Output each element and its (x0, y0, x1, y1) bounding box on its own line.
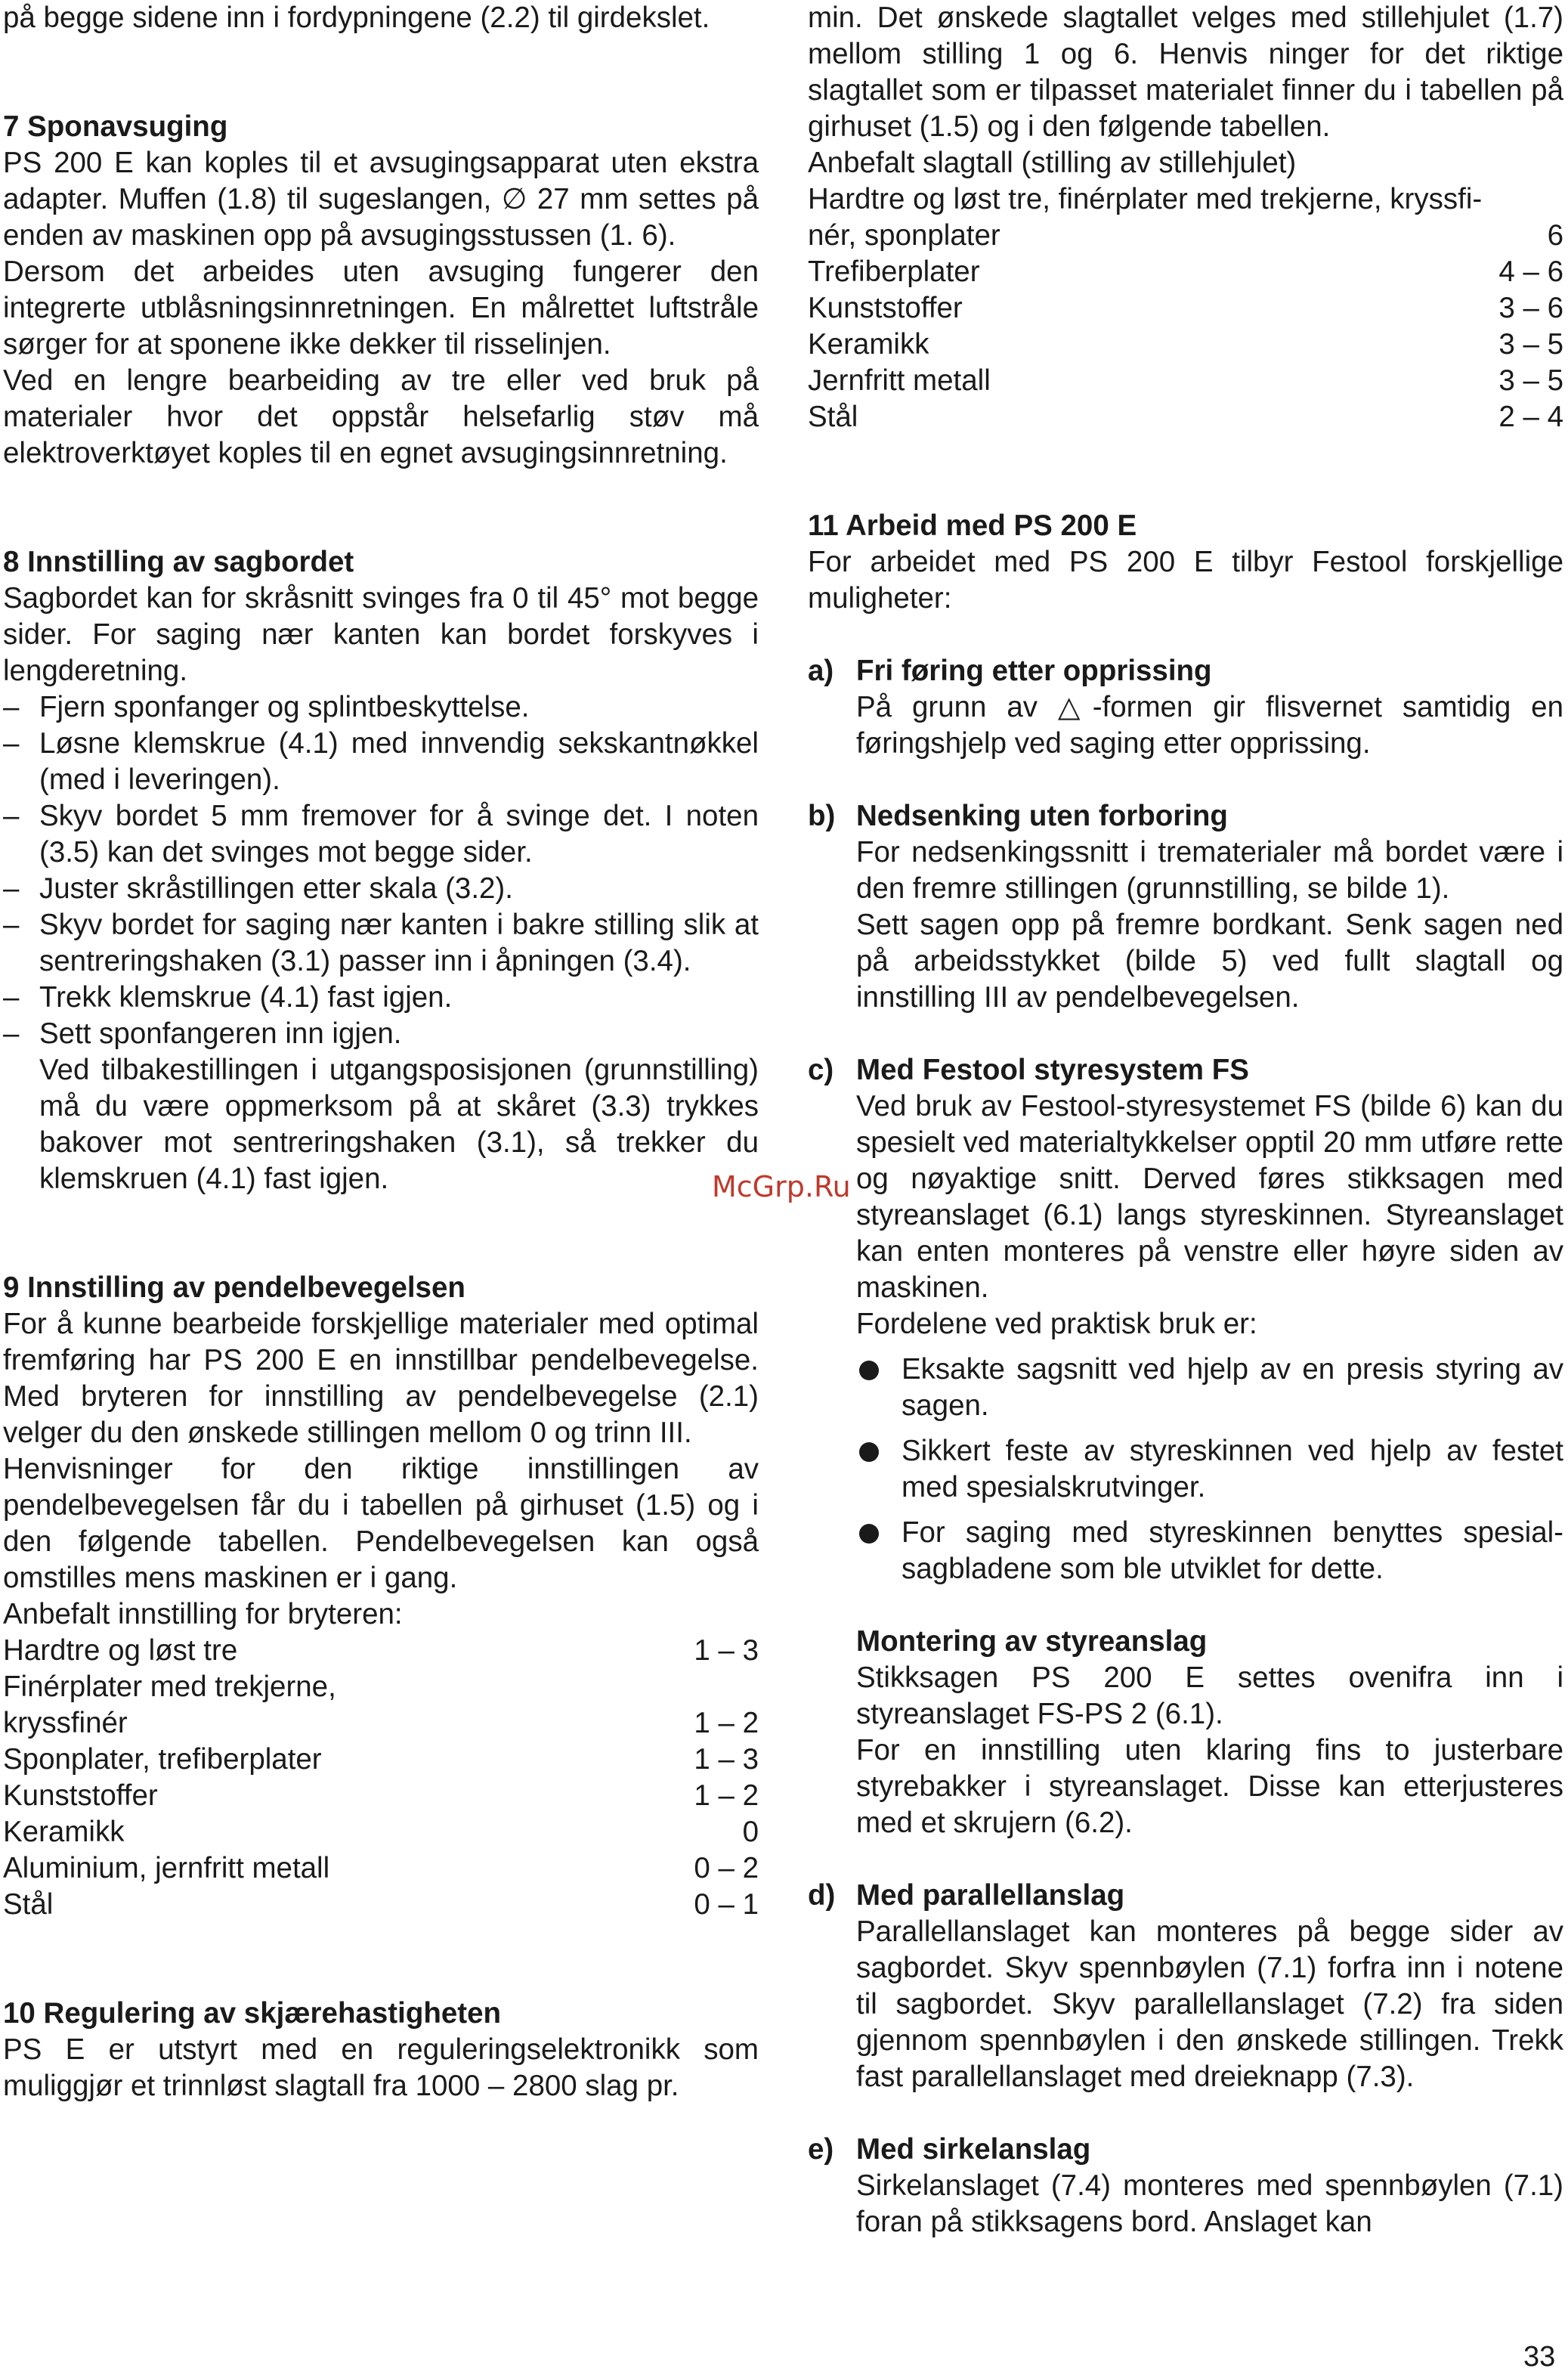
subsection-title: Med sirkelanslag (856, 2133, 1091, 2166)
subsection-title: Nedsenking uten forboring (856, 800, 1228, 832)
paragraph: For å kunne bearbeide forskjellige materialer med optimal fremføring har PS 200 E en innstillbar pendelbevegelse. Med bryteren for innstilling av pendelbevegelse (2.1) velger du den ønskede stillingen mellom 0 og trinn III. (3, 1308, 759, 1449)
section-title: 7 Sponavsuging (3, 110, 228, 143)
right-column (808, 0, 1563, 2240)
paragraph: Ved en lengre bearbeiding av tre eller ved bruk på materialer hvor det oppstår helsefarlig støv må elektroverktøyet koples til en egnet avsugingsinnretning. (3, 364, 759, 469)
table-row: Hardtre og løst tre 1 – 3 (3, 1634, 759, 1667)
subsection-b: b) Nedsenking uten forboring For nedsenkingssnitt i trematerialer må bordet være i den fremre stillingen (grunnstilling, se bilde 1). Sett sagen opp på fremre bordkant. Senk sagen ned på arbeidsstykket (bilde 5) ved fullt slagtall og innstilling III av pendelbevegelsen. (808, 798, 1563, 1016)
paragraph: PS E er utstyrt med en reguleringselektronikk som muliggjør et trinnløst slagtall fra 1000 – 2800 slag pr. (3, 2033, 759, 2102)
subsection-title: Med Festool styresystem FS (856, 1054, 1249, 1086)
paragraph: Sett sagen opp på fremre bordkant. Senk sagen ned på arbeidsstykket (bilde 5) ved fullt slagtall og innstilling III av pendelbevegelsen. (856, 909, 1563, 1014)
paragraph: Ved bruk av Festool-styresystemet FS (bilde 6) kan du spesielt ved materialtykkelser opptil 20 mm utføre rette og nøyaktige snitt. Derved føres stikksagen med styreanslaget (6.1) langs styreskinnen. Styreanslaget kan enten monteres på venstre eller høyre siden av maskinen. (856, 1090, 1563, 1304)
subsection-title: Med parallellanslag (856, 1879, 1125, 1912)
list-item: – Løsne klemskrue (4.1) med innvendig sekskantnøkkel (med i leveringen). (3, 727, 759, 796)
table-caption: Anbefalt slagtall (stilling av stillehjulet) (808, 147, 1297, 179)
list-item: – Skyv bordet 5 mm fremover for å svinge det. I noten (3.5) kan det svinges mot begge sider. (3, 800, 759, 869)
paragraph: Sirkelanslaget (7.4) monteres med spennbøylen (7.1) foran på stikksagens bord. Anslaget kan (856, 2169, 1563, 2238)
table-row: Keramikk 3 – 5 (808, 328, 1563, 361)
table-row: kryssfinér 1 – 2 (3, 1707, 759, 1739)
intro-paragraph: min. Det ønskede slagtallet velges med stillehjulet (1.7) mellom stilling 1 og 6. Henvis ninger for det riktige slagtallet som er tilpasset materialet finner du i tabellen på girhuset (1.5) og i den følgende tabellen. (808, 2, 1563, 143)
intro-paragraph: på begge sidene inn i fordypningene (2.2) til girdekslet. (3, 2, 710, 34)
paragraph: Parallellanslaget kan monteres på begge sider av sagbordet. Skyv spennbøylen (7.1) forfra inn i notene til sagbordet. Skyv parallellanslaget (7.2) fra siden gjennom spennbøylen i den ønskede stillingen. Trekk fast parallellanslaget med dreieknapp (7.3). (856, 1915, 1563, 2093)
section-11 (808, 508, 1563, 2240)
table-row: Kunststoffer 3 – 6 (808, 292, 1563, 324)
page-number: 33 (1523, 2341, 1556, 2373)
list-item: – Sett sponfangeren inn igjen. (3, 1017, 402, 1050)
subsection-title: Fri føring etter opprissing (856, 655, 1212, 687)
subsection-c: c) Med Festool styresystem FS Ved bruk av Festool-styresystemet FS (bilde 6) kan du spesielt ved materialtykkelser opptil 20 mm utføre rette og nøyaktige snitt. Derved føres stikksagen med styreanslaget (6.1) langs styreskinnen. Styreanslaget kan enten monteres på venstre eller høyre siden av maskinen. Fordelene ved praktisk bruk er: Eksakte sagsnitt ved hjelp av en presis styring av sagen. Sikkert feste av styreskinnen ved hjelp av festet med spesialskrutvinger. For saging med styreskinnen benyttes spesial-sagbladene som ble utviklet for dette. Montering av styreanslag Stikksagen PS 200 E settes ovenifra inn i styreanslaget FS-PS 2 (6.1). For en innstilling uten klaring fins to justerbare styrebakker i styreanslaget. Disse kan etterjusteres med et skrujern (6.2). (808, 1052, 1563, 1841)
bullet-icon (856, 1433, 902, 1506)
paragraph: PS 200 E kan koples til et avsugingsapparat uten ekstra adapter. Muffen (1.8) til sugeslangen, ∅ 27 mm settes på enden av maskinen opp på avsugingsstussen (1. 6). (3, 147, 759, 252)
bullet-icon (856, 1352, 902, 1424)
bullet-item: Eksakte sagsnitt ved hjelp av en presis styring av sagen. (856, 1352, 1563, 1424)
settings-table (3, 1633, 759, 1923)
paragraph: Sagbordet kan for skråsnitt svinges fra 0 til 45° mot begge sider. For saging nær kanten kan bordet forskyves i lengderetning. (3, 582, 759, 687)
subsection-d: d) Med parallellanslag Parallellanslaget kan monteres på begge sider av sagbordet. Skyv spennbøylen (7.1) forfra inn i notene til sagbordet. Skyv parallellanslaget (7.2) fra siden gjennom spennbøylen i den ønskede stillingen. Trekk fast parallellanslaget med dreieknapp (7.3). (808, 1878, 1563, 2095)
section-7 (3, 109, 759, 472)
paragraph: For arbeidet med PS 200 E tilbyr Festool forskjellige muligheter: (808, 546, 1563, 615)
table-row: Finérplater med trekjerne, (3, 1671, 336, 1703)
table-row: Jernfritt metall 3 – 5 (808, 364, 1563, 397)
section-title: 9 Innstilling av pendelbevegelsen (3, 1271, 465, 1304)
paragraph: På grunn av △-formen gir flisvernet samtidig en føringshjelp ved saging etter opprissing. (856, 691, 1563, 760)
section-title: 10 Regulering av skjærehastigheten (3, 1997, 502, 2030)
table-row: Trefiberplater 4 – 6 (808, 255, 1563, 288)
bullet-icon (856, 1515, 902, 1587)
bullet-item: For saging med styreskinnen benyttes spesial-sagbladene som ble utviklet for dette. (856, 1515, 1563, 1587)
table-row: Aluminium, jernfritt metall 0 – 2 (3, 1852, 759, 1884)
section-title: 11 Arbeid med PS 200 E (808, 509, 1137, 542)
section-8 (3, 544, 759, 1197)
table-row: Keramikk 0 (3, 1816, 759, 1848)
section-10 (3, 1996, 759, 2104)
subsection-title: Montering av styreanslag (856, 1625, 1208, 1658)
subsection-a: a) Fri føring etter opprissing På grunn av △-formen gir flisvernet samtidig en føringshjelp ved saging etter opprissing. (808, 653, 1563, 762)
list-item: – Fjern sponfanger og splintbeskyttelse. (3, 691, 530, 723)
paragraph: Fordelene ved praktisk bruk er: (856, 1308, 1257, 1340)
table-row: Hardtre og løst tre, finérplater med trekjerne, kryssfi- (808, 183, 1483, 215)
note-paragraph: Ved tilbakestillingen i utgangsposisjonen (grunnstilling) må du være oppmerksom på at skåret (3.3) trykkes bakover mot sentreringshaken (3.1), så trekker du klemskruen (4.1) fast igjen. (39, 1054, 759, 1195)
table-row: Sponplater, trefiberplater 1 – 3 (3, 1743, 759, 1776)
list-item: – Trekk klemskrue (4.1) fast igjen. (3, 981, 453, 1014)
paragraph: For en innstilling uten klaring fins to justerbare styrebakker i styreanslaget. Disse kan etterjusteres med et skrujern (6.2). (856, 1734, 1563, 1839)
paragraph: Henvisninger for den riktige innstillingen av pendelbevegelsen får du i tabellen på girhuset (1.5) og i den følgende tabellen. Pendelbevegelsen kan også omstilles mens maskinen er i gang. (3, 1453, 759, 1594)
table-row: Kunststoffer 1 – 2 (3, 1779, 759, 1812)
list-item: – Skyv bordet for saging nær kanten i bakre stilling slik at sentreringshaken (3.1) passer inn i åpningen (3.4). (3, 909, 759, 977)
subsection-e: e) Med sirkelanslag Sirkelanslaget (7.4) monteres med spennbøylen (7.1) foran på stikksagens bord. Anslaget kan (808, 2132, 1563, 2240)
table-caption: Anbefalt innstilling for bryteren: (3, 1598, 403, 1630)
section-title: 8 Innstilling av sagbordet (3, 546, 354, 578)
table-row: Stål 2 – 4 (808, 401, 1563, 433)
paragraph: Stikksagen PS 200 E settes ovenifra inn i styreanslaget FS-PS 2 (6.1). (856, 1661, 1563, 1730)
paragraph: For nedsenkingssnitt i trematerialer må bordet være i den fremre stillingen (grunnstilling, se bilde 1). (856, 836, 1563, 905)
watermark: McGrp.Ru (712, 1170, 851, 1203)
bullet-item: Sikkert feste av styreskinnen ved hjelp av festet med spesialskrutvinger. (856, 1433, 1563, 1506)
table-row: Stål 0 – 1 (3, 1888, 759, 1921)
list-item: – Juster skråstillingen etter skala (3.2). (3, 872, 513, 905)
left-column (3, 0, 759, 2104)
paragraph: Dersom det arbeides uten avsuging fungerer den integrerte utblåsningsinnretningen. En målrettet luftstråle sørger for at sponene ikke dekker til risselinjen. (3, 255, 759, 361)
section-9 (3, 1270, 759, 1923)
stroke-rate-table (808, 181, 1563, 435)
table-row: nér, sponplater 6 (808, 219, 1563, 252)
